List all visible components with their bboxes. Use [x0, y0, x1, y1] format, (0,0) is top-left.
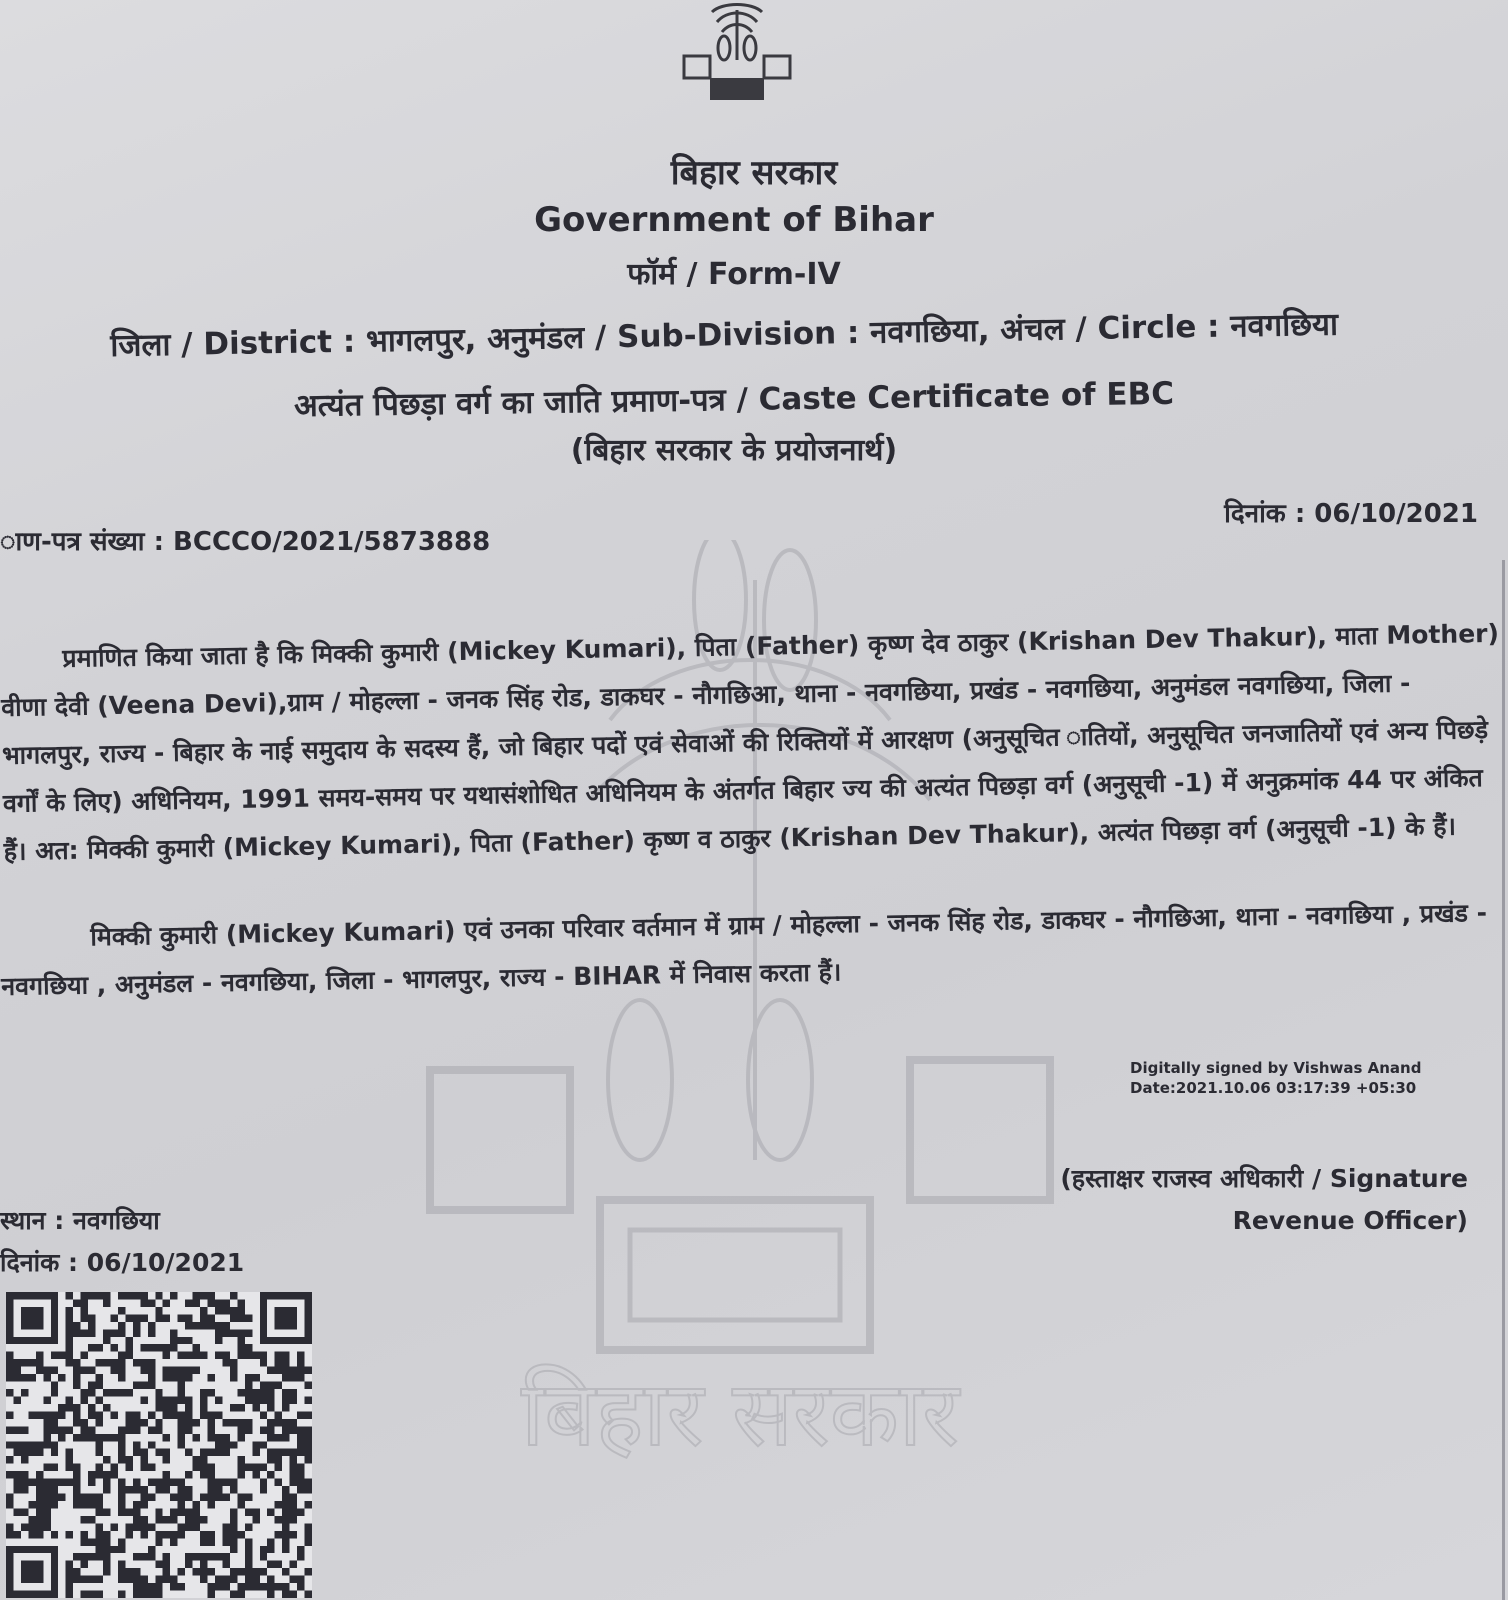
place: स्थान : नवगछिया — [0, 1206, 160, 1235]
place-date-block — [0, 1200, 244, 1284]
page-edge — [1502, 560, 1505, 1600]
government-title-english: Government of Bihar — [534, 200, 934, 240]
bihar-emblem-icon — [672, 0, 802, 106]
digital-signature-date: Date:2021.10.06 03:17:39 +05:30 — [1130, 1079, 1417, 1097]
certificate-body-paragraph-2: मिक्की कुमारी (Mickey Kumari) एवं उनका परिवार वर्तमान में ग्राम / मोहल्ला - जनक सिंह रोड, डाकघर - नौगछिआ, थाना - नवगछिया , प्रखंड - नवगछिया , अनुमंडल - नवगछिया, जिला - भागलपुर, राज्य - BIHAR में निवास करता हैं। — [0, 898, 1488, 1001]
watermark-text: बिहार सरकार — [520, 1362, 960, 1460]
certificate-number: ाण-पत्र संख्या : BCCCO/2021/5873888 — [0, 527, 491, 557]
digital-signature-name: Digitally signed by Vishwas Anand — [1130, 1059, 1422, 1077]
signature-label-line-2: Revenue Officer) — [1232, 1206, 1468, 1235]
certificate-purpose: (बिहार सरकार के प्रयोजनार्थ) — [570, 433, 898, 468]
signature-label-line-1: (हस्ताक्षर राजस्व अधिकारी / Signature — [1060, 1164, 1468, 1193]
qr-code — [6, 1292, 312, 1598]
form-number: फॉर्म / Form-IV — [627, 257, 841, 292]
digital-signature-block — [1130, 1058, 1421, 1098]
footer-date: दिनांक : 06/10/2021 — [0, 1248, 245, 1277]
signature-label — [1060, 1158, 1468, 1242]
government-title-hindi: बिहार सरकार — [670, 153, 838, 193]
issue-date: दिनांक : 06/10/2021 — [1224, 499, 1478, 529]
certificate-body-paragraph-1: प्रमाणित किया जाता है कि मिक्की कुमारी (Mickey Kumari), पिता (Father) कृष्ण देव ठाकुर (Krishan Dev Thakur), माता Mother) वीणा देवी (Veena Devi),ग्राम / मोहल्ला - जनक सिंह रोड, डाकघर - नौगछिआ, थाना - नवगछिया, प्रखंड - नवगछिया, अनुमंडल नवगछिया, जिला - भागलपुर, राज्य - बिहार के नाई समुदाय के सदस्य हैं, जो बिहार पदों एवं सेवाओं की रिक्तियों में आरक्षण (अनुसूचित ातियों, अनुसूचित जनजातियों एवं अन्य पिछड़े वर्गों के लिए) अधिनियम, 1991 समय-समय पर यथासंशोधित अधिनियम के अंतर्गत बिहार ज्य की अत्यंत पिछड़ा वर्ग (अनुसूची -1) में अनुक्रमांक 44 पर अंकित हैं। अत: मिक्की कुमारी (Mickey Kumari), पिता (Father) कृष्ण व ठाकुर (Krishan Dev Thakur), अत्यंत पिछड़ा वर्ग (अनुसूची -1) के हैं। — [0, 618, 1500, 866]
certificate-title: अत्यंत पिछड़ा वर्ग का जाति प्रमाण-पत्र / Caste Certificate of EBC — [293, 375, 1175, 425]
location-line: जिला / District : भागलपुर, अनुमंडल / Sub-Division : नवगछिया, अंचल / Circle : नवगछिया — [110, 306, 1339, 364]
